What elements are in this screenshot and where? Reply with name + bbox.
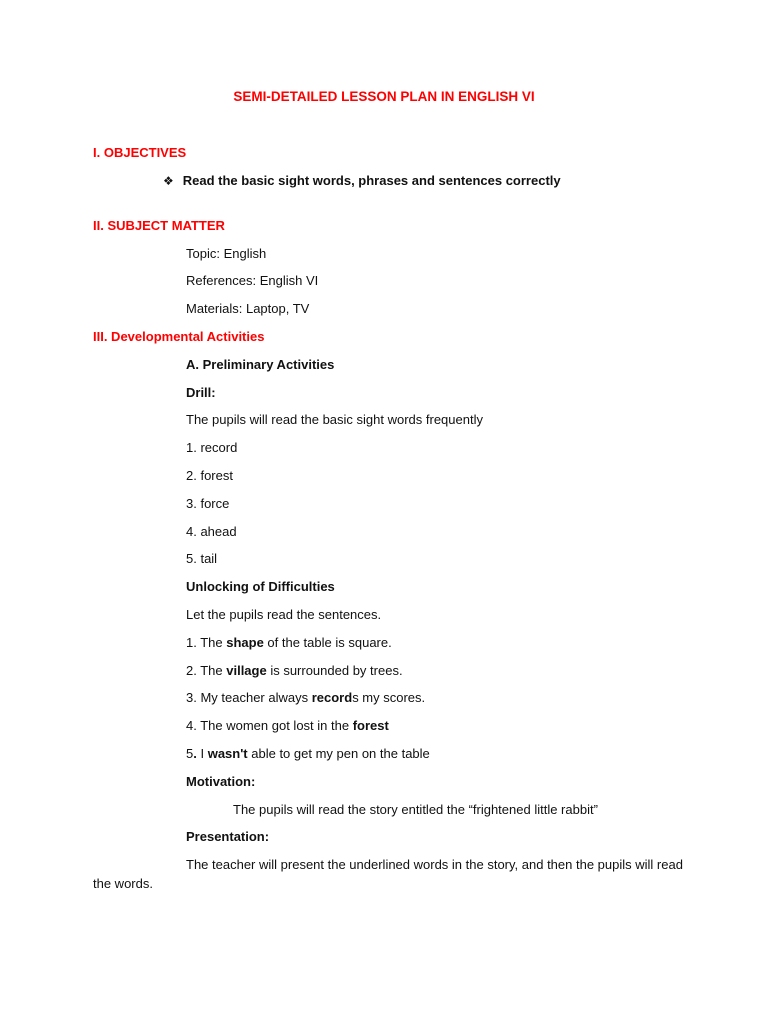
unlocking-instruction: Let the pupils read the sentences.	[186, 607, 382, 622]
developmental-heading: III. Developmental Activities	[93, 329, 265, 344]
objective-text: Read the basic sight words, phrases and sentences correctly	[182, 173, 561, 188]
motivation-text: The pupils will read the story entitled the “frightened little rabbit”	[233, 802, 598, 817]
drill-instruction: The pupils will read the basic sight words frequently	[186, 412, 483, 427]
drill-word: 5. tail	[186, 551, 218, 566]
drill-word: 1. record	[186, 440, 238, 455]
presentation-line-1: The teacher will present the underlined words in the story, and then the pupils will read	[186, 857, 683, 872]
sentence-4: 4. The women got lost in the forest	[186, 718, 389, 733]
diamond-bullet-icon: ❖	[163, 174, 174, 188]
sentence-5: 5. I wasn't able to get my pen on the table	[186, 746, 430, 761]
drill-heading: Drill:	[186, 385, 216, 400]
sentence-2: 2. The village is surrounded by trees.	[186, 663, 403, 678]
subject-matter-heading: II. SUBJECT MATTER	[93, 218, 225, 233]
key-word: village	[226, 663, 267, 678]
sentence-3: 3. My teacher always records my scores.	[186, 690, 426, 705]
drill-word: 2. forest	[186, 468, 233, 483]
document-title: SEMI-DETAILED LESSON PLAN IN ENGLISH VI	[233, 89, 535, 104]
drill-word: 3. force	[186, 496, 230, 511]
key-word: record	[311, 690, 353, 705]
presentation-line-2: the words.	[93, 876, 153, 891]
topic-line: Topic: English	[186, 246, 267, 261]
drill-word: 4. ahead	[186, 524, 237, 539]
key-word: wasn't	[207, 746, 248, 761]
presentation-heading: Presentation:	[186, 829, 270, 844]
key-word: forest	[352, 718, 389, 733]
motivation-heading: Motivation:	[186, 774, 256, 789]
objectives-heading: I. OBJECTIVES	[93, 145, 187, 160]
sentence-1: 1. The shape of the table is square.	[186, 635, 392, 650]
key-word: shape	[226, 635, 264, 650]
objective-item	[163, 173, 561, 189]
materials-line: Materials: Laptop, TV	[186, 301, 310, 316]
unlocking-heading: Unlocking of Difficulties	[186, 579, 335, 594]
preliminary-heading: A. Preliminary Activities	[186, 357, 335, 372]
references-line: References: English VI	[186, 273, 319, 288]
